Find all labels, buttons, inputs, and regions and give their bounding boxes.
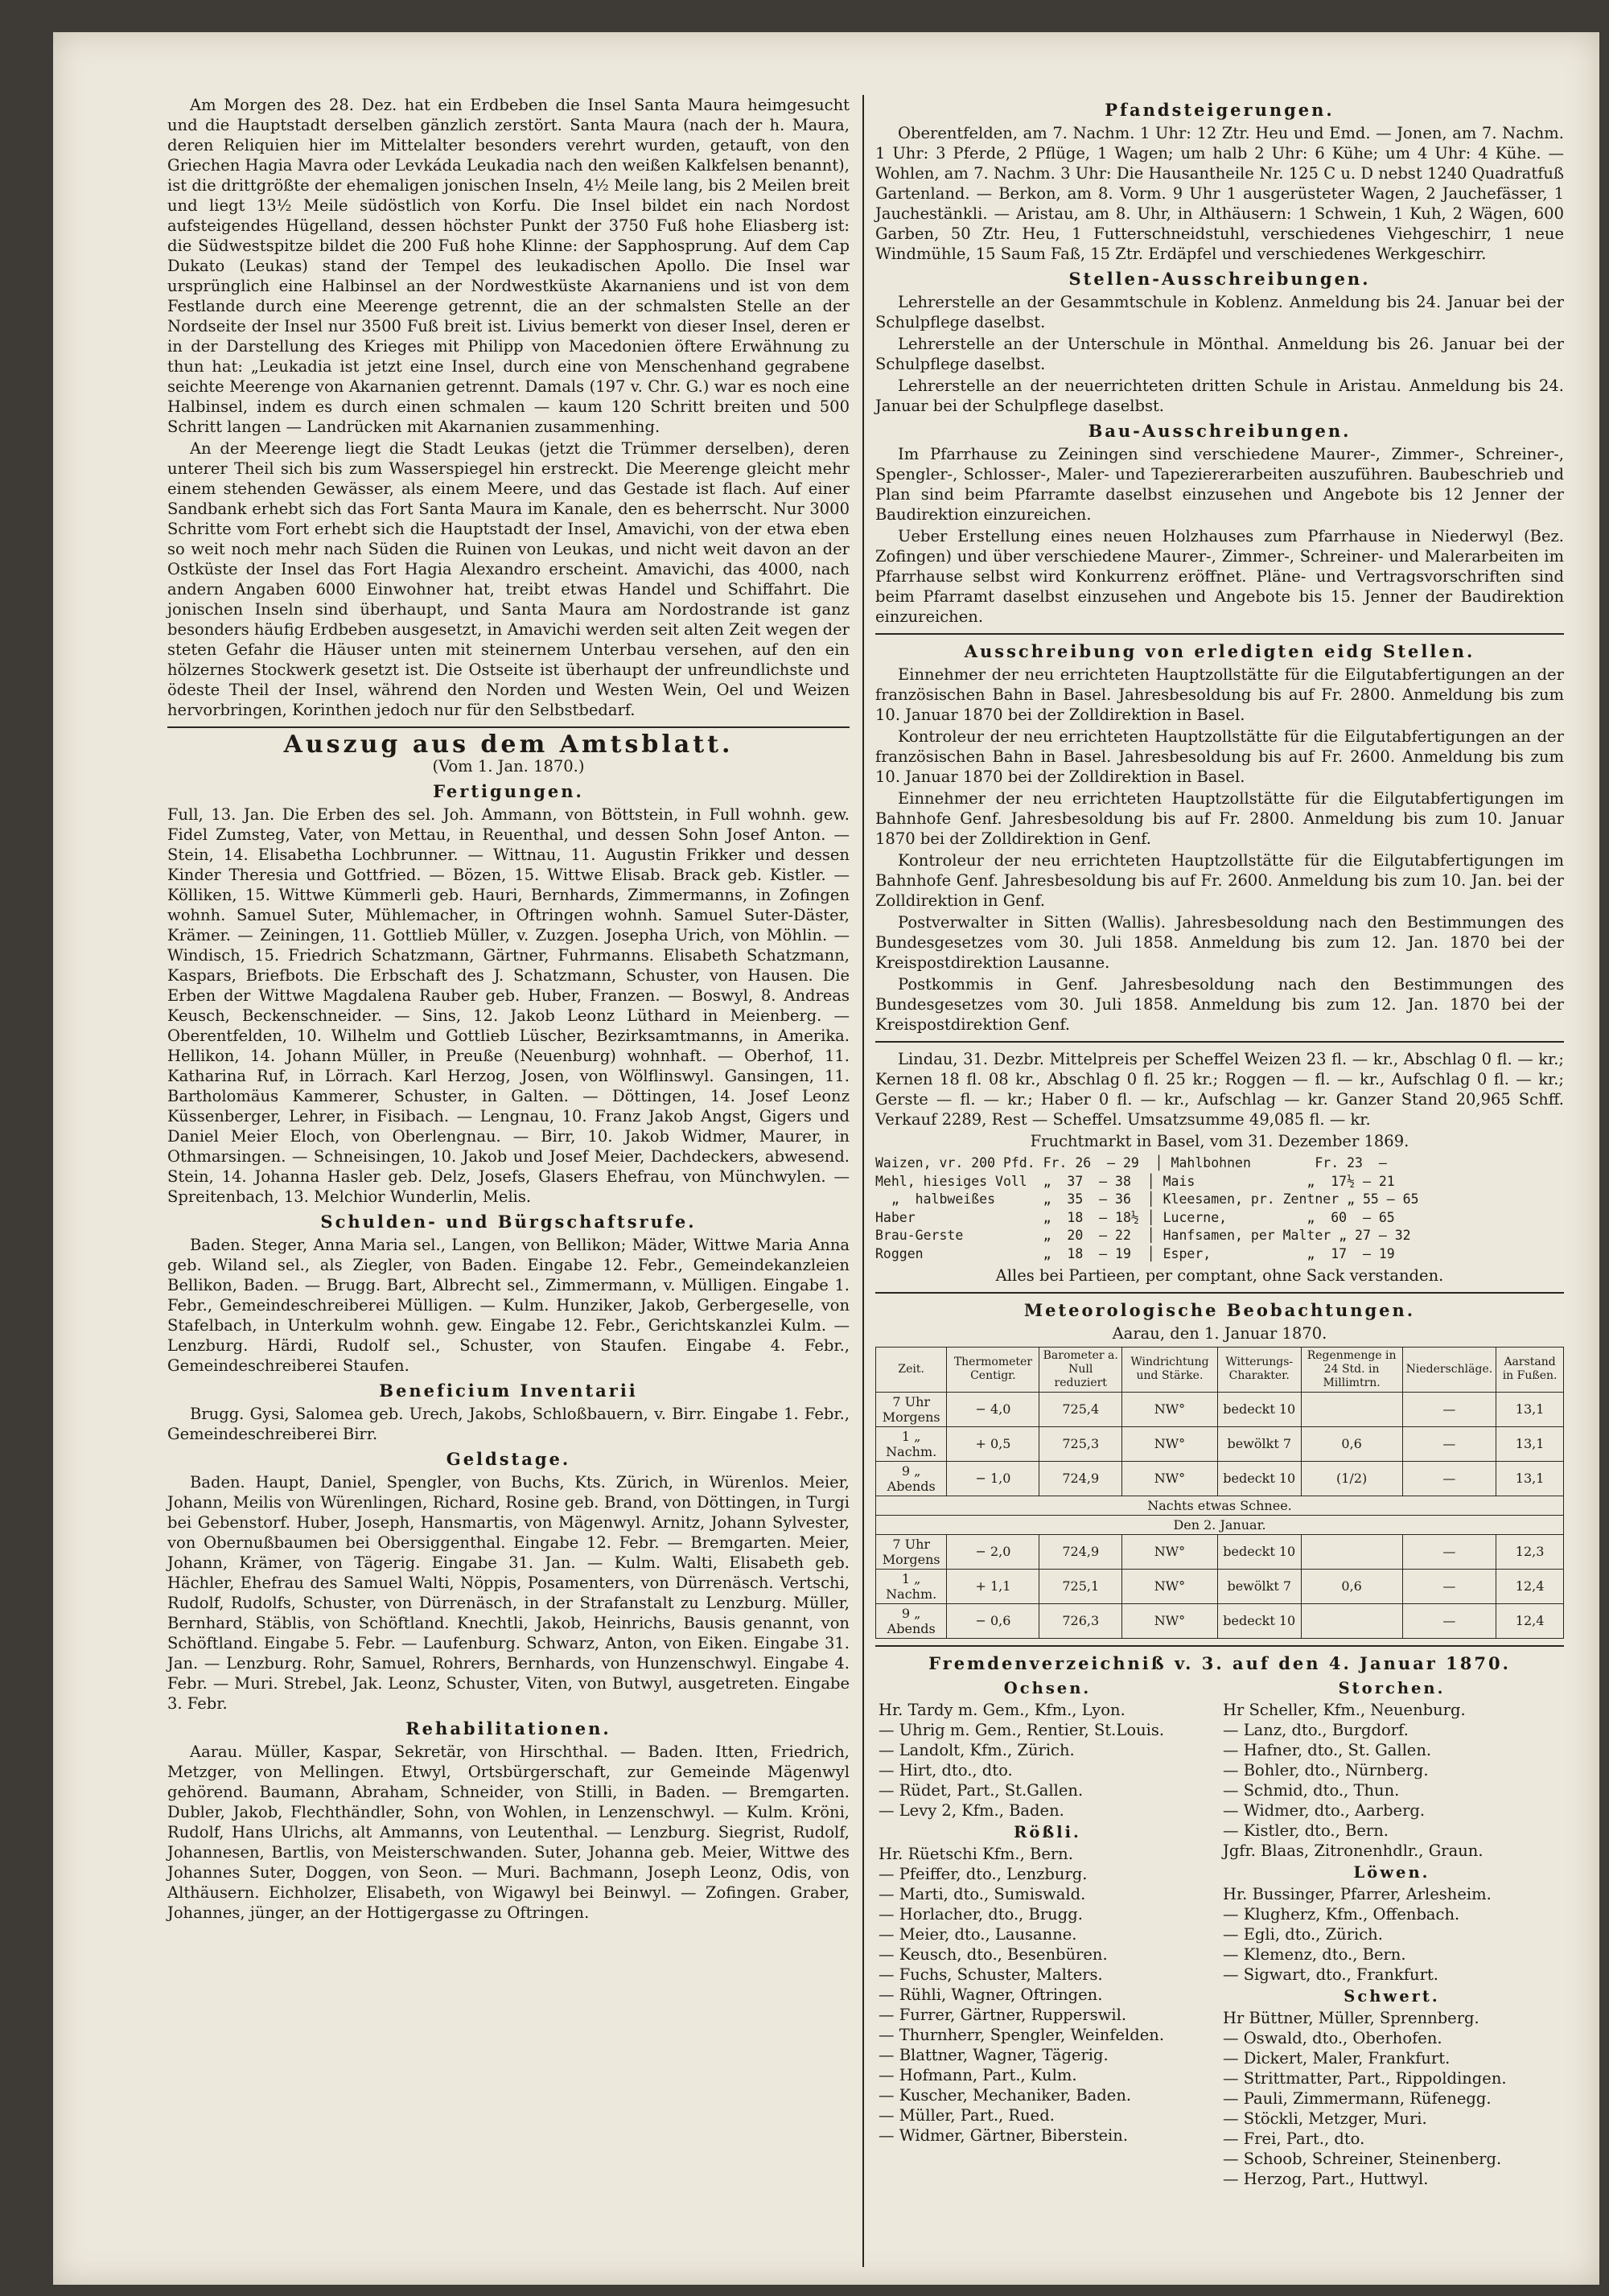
meteo-cell: + 0,5 (947, 1426, 1039, 1461)
meteo-row (876, 1603, 1564, 1638)
guest-entry: — Marti, dto., Sumiswald. (879, 1884, 1086, 1903)
amtsblatt-title: Auszug aus dem Amtsblatt. (283, 730, 734, 759)
meteo-cell: − 1,0 (947, 1461, 1039, 1496)
basel-price-row: „ halbweißes „ 35 — 36 │ Kleesamen, pr. Zentner „ 55 — 65 (875, 1191, 1419, 1208)
rehabilitationen-heading: Rehabilitationen. (405, 1718, 611, 1738)
eidg-item: Kontroleur der neu errichteten Hauptzollstätte für die Eilgutabfertigungen im Bahnhofe Genf. Jahresbesoldung bis auf Fr. 2600. Anmeldung bis zum 10. Jan. bei der Zolldirektion in Genf. (875, 851, 1564, 910)
basel-price-row: Haber „ 18 — 18½ │ Lucerne, „ 60 — 65 (875, 1209, 1395, 1225)
fertigungen-heading: Fertigungen. (433, 781, 584, 801)
meteo-cell: NW° (1122, 1461, 1218, 1496)
guest-entry: — Thurnherr, Spengler, Weinfelden. (879, 2025, 1165, 2044)
meteo-cell: bedeckt 10 (1217, 1534, 1301, 1569)
meteo-header-cell: Niederschläge. (1402, 1347, 1496, 1392)
guest-entry: — Bohler, dto., Nürnberg. (1223, 1760, 1429, 1780)
meteo-cell: NW° (1122, 1603, 1218, 1638)
meteo-cell: NW° (1122, 1569, 1218, 1603)
guest-entry: — Lanz, dto., Burgdorf. (1223, 1720, 1409, 1739)
section-rule (167, 726, 850, 728)
meteo-cell: 0,6 (1301, 1426, 1402, 1461)
guest-col-right (1220, 1677, 1564, 2189)
eidg-item: Postkommis in Genf. Jahresbesoldung nach den Bestimmungen des Bundesgesetzes vom 30. Juli 1858. Anmeldung bis zum 12. Jan. 1870 bei der Kreispostdirektion Genf. (875, 975, 1564, 1034)
meteo-cell: 12,3 (1496, 1534, 1564, 1569)
meteo-cell: 12,4 (1496, 1569, 1564, 1603)
meteo-cell (1301, 1603, 1402, 1638)
rehabilitationen-text: Aarau. Müller, Kaspar, Sekretär, von Hirschthal. — Baden. Itten, Friedrich, Metzger, von Mellingen. Etwyl, Ortsbürgerschaft, zur Gemeinde Mägenwyl gehörend. Baumann, Abraham, Schneider, von Stilli, in Baden. — Bremgarten. Dubler, Jakob, Flechthändler, Sohn, von Wohlen, in Lenzenschwyl. — Kulm. Kröni, Rudolf, Hans Ulrichs, alt Ammanns, von Leutenthal. — Lenzburg. Siegrist, Rudolf, Johannesen, Bartlis, von Meisterschwanden. Suter, Johanna geb. Meier, Wittwe des Johannes Suter, Doggen, von Seon. — Muri. Bachmann, Joseph Leonz, Odis, von Althäusern. Eichholzer, Elisabeth, von Wigawyl bei Beinwyl. — Zofingen. Graber, Johannes, jünger, an der Hottigergasse zu Oftringen. (167, 1743, 850, 1922)
guest-entry: — Furrer, Gärtner, Rupperswil. (879, 2005, 1127, 2024)
beneficium-heading: Beneficium Inventarii (379, 1380, 638, 1401)
meteo-cell: − 0,6 (947, 1603, 1039, 1638)
meteo-header-cell: Aarstand in Fußen. (1496, 1347, 1564, 1392)
guest-entry: — Kuscher, Mechaniker, Baden. (879, 2085, 1132, 2105)
meteo-cell: NW° (1122, 1392, 1218, 1426)
bau-item: Im Pfarrhause zu Zeiningen sind verschiedene Maurer-, Zimmer-, Schreiner-, Spengler-, Schlosser-, Maler- und Tapeziererarbeiten auszuführen. Baubeschrieb und Plan sind beim Pfarramte daselbst einzusehen und Angebote bis 12 Jenner der Baudirektion einzureichen. (875, 445, 1564, 524)
guest-list (875, 1677, 1564, 2189)
stellen-heading: Stellen-Ausschreibungen. (1068, 269, 1371, 289)
meteo-day2-label: Den 2. Januar. (876, 1515, 1564, 1534)
basel-price-row: Roggen „ 18 — 19 │ Esper, „ 17 — 19 (875, 1245, 1395, 1261)
bau-heading: Bau-Ausschreibungen. (1088, 421, 1352, 441)
meteo-cell: + 1,1 (947, 1569, 1039, 1603)
guest-entry: — Widmer, Gärtner, Biberstein. (879, 2125, 1129, 2145)
meteo-cell: bedeckt 10 (1217, 1603, 1301, 1638)
meteo-day1 (876, 1392, 1564, 1496)
guest-entry: Hr Büttner, Müller, Sprennberg. (1223, 2008, 1479, 2027)
guest-col-left (875, 1677, 1220, 2189)
meteo-title: Meteorologische Beobachtungen. (1023, 1299, 1416, 1320)
meteo-cell: 724,9 (1039, 1461, 1122, 1496)
meteo-subtitle: Aarau, den 1. Januar 1870. (1112, 1323, 1327, 1343)
guest-entry: — Stöckli, Metzger, Muri. (1223, 2109, 1427, 2128)
guest-entry: — Schoob, Schreiner, Steinenberg. (1223, 2149, 1502, 2168)
eidg-item: Einnehmer der neu errichteten Hauptzollstätte für die Eilgutabfertigungen an der französischen Bahn in Basel. Jahresbesoldung bis auf Fr. 2800. Anmeldung bis zum 10. Januar 1870 bei der Zolldirektion in Basel. (875, 665, 1564, 724)
santa-maura-article-p2: An der Meerenge liegt die Stadt Leukas (jetzt die Trümmer derselben), deren unterer Theil sich bis zum Wasserspiegel hin erstreckt. Die Meerenge gleicht mehr einem stehenden Gewässer, als einem Meere, und das Gestade ist flach. Auf einer Sandbank erhebt sich das Fort Santa Maura im Kanale, den es beherrscht. Nur 3000 Schritte vom Fort erhebt sich die Hauptstadt der Insel, Amavichi, von der etwa eben so weit noch mehr nach Süden die Ruinen von Leukas, und nicht weit davon an der Ostküste der Insel das Fort Hagia Alexandro erscheint. Amavichi, das 4000, nach andern Angaben 6000 Einwohner hat, treibt etwas Handel und Schiffahrt. Die jonischen Inseln sind überhaupt, und Santa Maura am Nordostrande ist ganz besonders häufig Erdbeben ausgesetzt, in Amavichi werden seit alten Zeit wegen der steten Gefahr die Häuser unten mit steinernem Unterbau versehen, auf den ein hölzernes Stockwerk gesetzt ist. Die Ostseite ist überhaupt der unfreundlichste und ödeste Theil der Insel, während den Norden und Westen Wein, Oel und Weizen hervorbringen, Korinthen jedoch nur für den Selbstbedarf. (167, 439, 850, 719)
guest-entry: Jgfr. Blaas, Zitronenhdlr., Graun. (1223, 1841, 1483, 1860)
hotel-name: Schwert. (1344, 1986, 1440, 2006)
amtsblatt-date: (Vom 1. Jan. 1870.) (432, 757, 585, 776)
guest-entry: Hr Scheller, Kfm., Neuenburg. (1223, 1700, 1466, 1719)
meteo-cell: NW° (1122, 1534, 1218, 1569)
guest-entry: — Herzog, Part., Huttwyl. (1223, 2169, 1429, 2188)
meteo-cell: bewölkt 7 (1217, 1426, 1301, 1461)
meteo-cell: — (1402, 1392, 1496, 1426)
guest-entry: — Strittmatter, Part., Rippoldingen. (1223, 2068, 1507, 2088)
meteo-cell: − 4,0 (947, 1392, 1039, 1426)
guest-entry: — Horlacher, dto., Brugg. (879, 1904, 1083, 1924)
meteo-row (876, 1534, 1564, 1569)
fremden-title: Fremdenverzeichniß v. 3. auf den 4. Januar 1870. (928, 1652, 1511, 1673)
guest-entry: — Hofmann, Part., Kulm. (879, 2065, 1077, 2084)
column-divider (862, 95, 864, 2267)
guest-entry: Hr. Bussinger, Pfarrer, Arlesheim. (1223, 1884, 1492, 1903)
meteo-cell: 13,1 (1496, 1426, 1564, 1461)
meteo-cell: 13,1 (1496, 1392, 1564, 1426)
hotel-entries (1220, 1884, 1564, 1985)
stellen-item: Lehrerstelle an der Unterschule in Mönthal. Anmeldung bis 26. Januar bei der Schulpflege daselbst. (875, 335, 1564, 373)
meteo-cell: — (1402, 1426, 1496, 1461)
meteo-cell (1301, 1534, 1402, 1569)
pfand-text: Oberentfelden, am 7. Nachm. 1 Uhr: 12 Ztr. Heu und Emd. — Jonen, am 7. Nachm. 1 Uhr: 3 Pferde, 2 Pflüge, 1 Wagen; um halb 2 Uhr: 6 Kühe; um 4 Uhr: 4 Kühe. — Wohlen, am 7. Nachm. 3 Uhr: Die Hausantheile Nr. 125 C u. D nebst 1240 Quadratfuß Gartenland. — Berkon, am 8. Vorm. 9 Uhr 1 ausgerüsteter Wagen, 2 Jauchefässer, 1 Jauchestänkli. — Aristau, am 8. Uhr, in Althäusern: 1 Schwein, 1 Kuh, 2 Wägen, 600 Garben, 50 Ztr. Heu, 1 Futterschneidstuhl, verschiedenes Viehgeschirr, 1 neue Windmühle, 15 Saum Faß, 15 Ztr. Erdäpfel und verschiedenes Werkgeschirr. (875, 124, 1564, 263)
meteo-row (876, 1426, 1564, 1461)
meteo-header-cell: Barometer a. Null reduziert (1039, 1347, 1122, 1392)
stellen-item: Lehrerstelle an der Gesammtschule in Koblenz. Anmeldung bis 24. Januar bei der Schulpflege daselbst. (875, 293, 1564, 331)
meteo-cell: — (1402, 1461, 1496, 1496)
basel-price-row: Mehl, hiesiges Voll „ 37 — 38 │ Mais „ 17½ — 21 (875, 1173, 1395, 1189)
guest-entry: — Levy 2, Kfm., Baden. (879, 1800, 1064, 1820)
guest-entry: Hr. Rüetschi Kfm., Bern. (879, 1844, 1073, 1863)
guest-entry: — Fuchs, Schuster, Malters. (879, 1965, 1103, 1984)
meteo-header-row (876, 1347, 1564, 1392)
santa-maura-article-p1: Am Morgen des 28. Dez. hat ein Erdbeben die Insel Santa Maura heimgesucht und die Hauptstadt derselben gänzlich zerstört. Santa Maura (nach der h. Maura, deren Reliquien hier im Mittelalter besonders verehrt wurden, getauft, von den Griechen Hagia Mavra oder Levkáda Leukadia nach den weißen Kalkfelsen benannt), ist die drittgrößte der ehemaligen jonischen Inseln, 4½ Meile lang, bis 2 Meilen breit und liegt 13½ Meile südöstlich von Korfu. Die Insel bildet ein nach Nordost aufsteigendes Hügelland, dessen höchster Punkt der 3750 Fuß hohe Eliasberg ist: die Südwestspitze bildet die 200 Fuß hohe Klinne: der Sapphosprung. Auf dem Cap Dukato (Leukas) stand der Tempel des leukadischen Apollo. Die Insel war ursprünglich eine Halbinsel an der Nordwestküste Akarnaniens und ist von dem Festlande durch eine Meerenge getrennt, die an der schmalsten Stelle an der Nordseite der Insel nur 3500 Fuß breit ist. Livius bemerkt von dieser Insel, deren er in der Darstellung des Krieges mit Philipp von Macedonien öftere Erwähnung zu thun hat: „Leukadia ist jetzt eine Insel, durch eine von Menschenhand gegrabene seichte Meerenge von Akarnanien getrennt. Damals (197 v. Chr. G.) war es noch eine Halbinsel, indem es durch einen schmalen — kaum 120 Schritt breiten und 500 Schritt langen — Landrücken mit Akarnanien zusammenhing. (167, 96, 850, 436)
lindau-market: Lindau, 31. Dezbr. Mittelpreis per Scheffel Weizen 23 fl. — kr., Abschlag 0 fl. — kr.; Kernen 18 fl. 08 kr., Abschlag 0 fl. 25 kr.; Roggen — fl. — kr., Aufschlag 0 fl. — kr.; Gerste — fl. — kr.; Haber 0 fl. — kr., Aufschlag — kr. Ganzer Stand 20,965 Schff. Verkauf 2289, Rest — Scheffel. Umsatzsumme 49,085 fl. — kr. (875, 1050, 1564, 1129)
meteo-cell: 13,1 (1496, 1461, 1564, 1496)
meteo-cell: 9 „ Abends (876, 1461, 947, 1496)
section-rule (875, 1292, 1564, 1294)
guest-entry: — Frei, Part., dto. (1223, 2129, 1365, 2148)
meteo-cell: 12,4 (1496, 1603, 1564, 1638)
guest-entry: — Kistler, dto., Bern. (1223, 1821, 1389, 1840)
meteo-header-cell: Thermometer Centigr. (947, 1347, 1039, 1392)
guest-entry: — Landolt, Kfm., Zürich. (879, 1740, 1075, 1759)
meteo-note: Nachts etwas Schnee. (876, 1496, 1564, 1515)
left-column (167, 95, 850, 1924)
guest-entry: — Müller, Part., Rued. (879, 2105, 1055, 2125)
eidg-item: Kontroleur der neu errichteten Hauptzollstätte für die Eilgutabfertigungen an der französischen Bahn in Basel. Jahresbesoldung bis auf Fr. 2600. Anmeldung bis zum 10. Januar 1870 bei der Zolldirektion in Basel. (875, 727, 1564, 786)
guest-entry: — Uhrig m. Gem., Rentier, St.Louis. (879, 1720, 1165, 1739)
section-rule (875, 1041, 1564, 1043)
meteo-header-cell: Regenmenge in 24 Std. in Millimtrn. (1301, 1347, 1402, 1392)
newspaper-page (53, 32, 1599, 2285)
hotel-name: Rößli. (1014, 1822, 1081, 1841)
guest-entry: — Egli, dto., Zürich. (1223, 1924, 1383, 1944)
hotel-entries (1220, 2008, 1564, 2189)
hotel-name: Löwen. (1353, 1862, 1430, 1882)
guest-entry: — Oswald, dto., Oberhofen. (1223, 2028, 1442, 2047)
meteo-header-cell: Witterungs-Charakter. (1217, 1347, 1301, 1392)
meteo-row (876, 1392, 1564, 1426)
geldstage-heading: Geldstage. (446, 1449, 571, 1469)
meteo-cell: 0,6 (1301, 1569, 1402, 1603)
guest-entry: — Hirt, dto., dto. (879, 1760, 1013, 1780)
meteo-table (875, 1347, 1564, 1639)
right-column (875, 95, 1564, 2189)
guest-entry: — Pfeiffer, dto., Lenzburg. (879, 1864, 1088, 1883)
meteo-cell: 9 „ Abends (876, 1603, 947, 1638)
eidg-item: Einnehmer der neu errichteten Hauptzollstätte für die Eilgutabfertigungen im Bahnhofe Genf. Jahresbesoldung bis auf Fr. 2800. Anmeldung bis zum 10. Januar 1870 bei der Zolldirektion in Genf. (875, 789, 1564, 848)
meteo-cell: bedeckt 10 (1217, 1461, 1301, 1496)
guest-entry: — Klugherz, Kfm., Offenbach. (1223, 1904, 1460, 1924)
meteo-header-cell: Zeit. (876, 1347, 947, 1392)
bau-item: Ueber Erstellung eines neuen Holzhauses zum Pfarrhause in Niederwyl (Bez. Zofingen) und über verschiedene Maurer-, Zimmer-, Schreiner- und Malerarbeiten im Pfarrhause selbst wird Konkurrenz eröffnet. Pläne- und Vertragsvorschriften sind beim Pfarramt daselbst einzusehen und Angebote bis 15. Jenner der Baudirektion einzureichen. (875, 527, 1564, 626)
meteo-row (876, 1461, 1564, 1496)
guest-entry: — Schmid, dto., Thun. (1223, 1780, 1400, 1800)
stellen-item: Lehrerstelle an der neuerrichteten dritten Schule in Aristau. Anmeldung bis 24. Januar bei der Schulpflege daselbst. (875, 376, 1564, 415)
meteo-cell (1301, 1392, 1402, 1426)
guest-entry: — Rühli, Wagner, Oftringen. (879, 1985, 1103, 2004)
guest-entry: — Hafner, dto., St. Gallen. (1223, 1740, 1432, 1759)
section-rule (875, 633, 1564, 635)
basel-note: Alles bei Partieen, per comptant, ohne Sack verstanden. (995, 1265, 1444, 1285)
eidg-item: Postverwalter in Sitten (Wallis). Jahresbesoldung nach den Bestimmungen des Bundesgesetzes vom 30. Juli 1858. Anmeldung bis zum 12. Jan. 1870 bei der Kreispostdirektion Lausanne. (875, 913, 1564, 972)
schulden-heading: Schulden- und Bürgschaftsrufe. (320, 1212, 697, 1232)
guest-entry: — Meier, dto., Lausanne. (879, 1924, 1077, 1944)
hotel-entries (1220, 1700, 1564, 1861)
meteo-row (876, 1569, 1564, 1603)
geldstage-text: Baden. Haupt, Daniel, Spengler, von Buchs, Kts. Zürich, in Würenlos. Meier, Johann, Meilis von Würenlingen, Richard, Rosine geb. Brand, von Döttingen, in Turgi bei Gebenstorf. Huber, Joseph, Hansmartis, von Mägenwyl. Arnitz, Johann Sylvester, von Obernußbaumen bei Obersiggenthal. Eingabe 12. Febr. — Bremgarten. Meier, Johann, Krämer, von Tägerig. Eingabe 31. Jan. — Kulm. Walti, Elisabeth geb. Hächler, Ehefrau des Samuel Walti, Nöppis, Posamenters, von Dürrenäsch. Vertschi, Rudolf, Rudolfs, Schuster, von Dürrenäsch, in der Strafanstalt zu Lenzburg. Müller, Bernhard, Stäblis, von Schöftland. Knechtli, Jakob, Heinrichs, Bausis genannt, von Schöftland. Eingabe 5. Febr. — Laufenburg. Schwarz, Anton, von Eiken. Eingabe 31. Jan. — Lenzburg. Rohr, Samuel, Rohrers, Bernhards, von Hunzenschwyl. Eingabe 4. Febr. — Muri. Strebel, Jak. Leonz, Schuster, Viten, von Butwyl, ausgetreten. Eingabe 3. Febr. (167, 1473, 850, 1713)
meteo-cell: 1 „ Nachm. (876, 1426, 947, 1461)
guest-entry: — Pauli, Zimmermann, Rüfenegg. (1223, 2088, 1492, 2108)
meteo-cell: NW° (1122, 1426, 1218, 1461)
meteo-cell: — (1402, 1603, 1496, 1638)
meteo-cell: 1 „ Nachm. (876, 1569, 947, 1603)
hotel-entries (875, 1844, 1220, 2146)
meteo-cell: 725,4 (1039, 1392, 1122, 1426)
pfand-heading: Pfandsteigerungen. (1105, 100, 1335, 120)
meteo-day2 (876, 1534, 1564, 1638)
guest-entry: — Rüdet, Part., St.Gallen. (879, 1780, 1084, 1800)
eidg-heading: Ausschreibung von erledigten eidg Stellen. (964, 641, 1475, 661)
meteo-cell: — (1402, 1569, 1496, 1603)
hotel-name: Ochsen. (1003, 1678, 1092, 1697)
meteo-cell: − 2,0 (947, 1534, 1039, 1569)
schulden-text: Baden. Steger, Anna Maria sel., Langen, von Bellikon; Mäder, Wittwe Maria Anna geb. Wiland sel., als Ziegler, von Baden. Eingabe 12. Febr., Gemeindekanzleien Bellikon, Baden. — Brugg. Bart, Albrecht sel., Zimmermann, v. Mülligen. Eingabe 1. Febr., Gemeindeschreiberei Mülligen. — Kulm. Hunziker, Jakob, Gerbergeselle, von Stafelbach, in Unterkulm wohnh. gew. Eingabe 12. Febr., Gerichtskanzlei Kulm. — Lenzburg. Härdi, Rudolf sel., Schuster, von Staufen. Eingabe 4. Febr., Gemeindeschreiberei Staufen. (167, 1236, 850, 1375)
meteo-cell: (1/2) (1301, 1461, 1402, 1496)
meteo-cell: 725,1 (1039, 1569, 1122, 1603)
meteo-cell: bedeckt 10 (1217, 1392, 1301, 1426)
guest-entry: — Blattner, Wagner, Tägerig. (879, 2045, 1109, 2064)
meteo-cell: 7 Uhr Morgens (876, 1534, 947, 1569)
basel-price-row: Waizen, vr. 200 Pfd. Fr. 26 — 29 │ Mahlbohnen Fr. 23 — (875, 1155, 1387, 1171)
guest-entry: — Keusch, dto., Besenbüren. (879, 1944, 1108, 1964)
meteo-cell: — (1402, 1534, 1496, 1569)
hotel-name: Storchen. (1338, 1678, 1446, 1697)
guest-entry: — Widmer, dto., Aarberg. (1223, 1800, 1426, 1820)
meteo-cell: bewölkt 7 (1217, 1569, 1301, 1603)
meteo-cell: 7 Uhr Morgens (876, 1392, 947, 1426)
meteo-cell: 725,3 (1039, 1426, 1122, 1461)
fertigungen-text: Full, 13. Jan. Die Erben des sel. Joh. Ammann, von Böttstein, in Full wohnh. gew. Fidel Zumsteg, Vater, von Mettau, in Reuenthal, und dessen Sohn Josef Anton. — Stein, 14. Elisabetha Lochbrunner. — Wittnau, 11. Augustin Frikker und dessen Kinder Theresia und Gottfried. — Bözen, 15. Wittwe Elisab. Brack geb. Kistler. — Kölliken, 15. Wittwe Kümmerli geb. Hauri, Bernhards, Zimmermanns, in Zofingen wohnh. Samuel Suter, Mühlemacher, in Oftringen wohnh. Samuel Suter-Däster, Krämer. — Zeiningen, 11. Gottlieb Müller, v. Zuzgen. Josepha Urich, von Möhlin. — Windisch, 15. Friedrich Schatzmann, Gärtner, Fuhrmanns. Elisabeth Schatzmann, Kaspars, Briefbots. Die Erbschaft des J. Schatzmann, Schuster, von Hausen. Die Erben der Wittwe Magdalena Rauber geb. Huber, Franzen. — Boswyl, 8. Andreas Keusch, Beckenschneider. — Sins, 12. Jakob Leonz Lüthard in Meienberg. — Oberentfelden, 10. Wilhelm und Gottlieb Lüscher, Bezirksamtmanns, in Amerika. Hellikon, 14. Johann Müller, in Preuße (Neuenburg) wohnhaft. — Oberhof, 11. Katharina Ruf, in Lörrach. Karl Herzog, Josen, von Wölflinswyl. Gansingen, 11. Bartholomäus Kammerer, Schuster, in Galten. — Döttingen, 14. Josef Leonz Küssenberger, Lehrer, in Fisibach. — Lengnau, 10. Franz Jakob Angst, Gigers und Daniel Meier Eloch, von Oberlengnau. — Birr, 10. Jakob Widmer, Maurer, in Othmarsingen. — Schneisingen, 10. Jakob und Josef Meier, Dachdeckers, abwesend. Stein, 14. Johanna Hasler geb. Delz, Josefs, Glasers Ehefrau, von Münchwylen. — Spreitenbach, 13. Melchior Wunderlin, Melis. (167, 805, 850, 1206)
section-rule (875, 1645, 1564, 1647)
guest-entry: — Klemenz, dto., Bern. (1223, 1944, 1406, 1964)
meteo-header-cell: Windrichtung und Stärke. (1122, 1347, 1218, 1392)
guest-entry: — Sigwart, dto., Frankfurt. (1223, 1965, 1438, 1984)
guest-entry: — Dickert, Maler, Frankfurt. (1223, 2048, 1451, 2068)
basel-market-title: Fruchtmarkt in Basel, vom 31. Dezember 1869. (1030, 1132, 1409, 1150)
basel-price-row: Brau-Gerste „ 20 — 22 │ Hanfsamen, per Malter „ 27 — 32 (875, 1228, 1411, 1244)
meteo-cell: 726,3 (1039, 1603, 1122, 1638)
beneficium-text: Brugg. Gysi, Salomea geb. Urech, Jakobs, Schloßbauern, v. Birr. Eingabe 1. Febr., Gemeindeschreiberei Birr. (167, 1405, 850, 1443)
meteo-cell: 724,9 (1039, 1534, 1122, 1569)
hotel-entries (875, 1700, 1220, 1821)
guest-entry: Hr. Tardy m. Gem., Kfm., Lyon. (879, 1700, 1125, 1719)
